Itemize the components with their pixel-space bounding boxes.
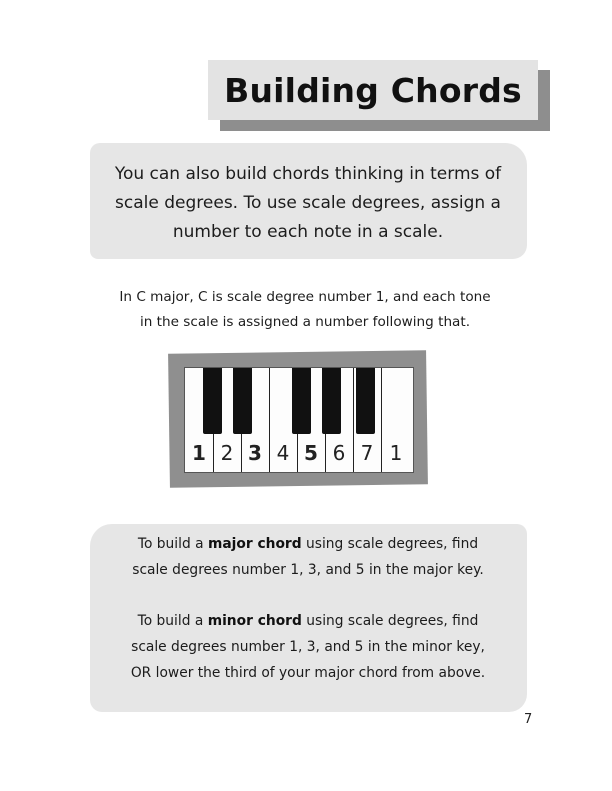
scale-degree-7: 7 — [360, 441, 374, 465]
scale-degree-5: 5 — [304, 441, 318, 465]
scale-degree-8: 1 — [389, 441, 403, 465]
intro-line-1: You can also build chords thinking in terms of — [114, 164, 502, 184]
paragraph-line-2: in the scale is assigned a number following that. — [139, 314, 471, 330]
scale-degree-3: 3 — [248, 441, 262, 465]
scale-degree-2: 2 — [220, 441, 234, 465]
page-number: 7 — [524, 712, 533, 727]
title-box — [208, 60, 538, 120]
intro-text — [88, 160, 528, 247]
minor-chord-text — [86, 608, 530, 686]
black-key — [356, 368, 375, 434]
black-key — [233, 368, 252, 434]
major-chord-text — [86, 531, 530, 583]
paragraph-line-1: In C major, C is scale degree number 1, and each tone — [119, 289, 491, 305]
major-line-2: scale degrees number 1, 3, and 5 in the major key. — [132, 562, 484, 578]
black-key — [292, 368, 311, 434]
piano-keyboard — [184, 367, 414, 473]
minor-pre: To build a — [137, 613, 208, 629]
intro-line-3: number to each note in a scale. — [172, 222, 444, 242]
major-pre: To build a — [137, 536, 208, 552]
major-line-1 — [86, 531, 530, 557]
major-post: using scale degrees, find — [301, 536, 479, 552]
title-banner — [208, 60, 552, 133]
c-major-paragraph — [70, 285, 540, 335]
scale-degree-4: 4 — [276, 441, 290, 465]
page-title: Building Chords — [224, 70, 522, 110]
minor-line-1 — [86, 608, 530, 634]
intro-line-2: scale degrees. To use scale degrees, assign a — [115, 193, 501, 213]
minor-post: using scale degrees, find — [301, 613, 479, 629]
scale-degree-6: 6 — [332, 441, 346, 465]
black-key — [322, 368, 341, 434]
scale-degree-1: 1 — [192, 441, 206, 465]
minor-chord-term: minor chord — [207, 613, 302, 629]
black-key — [203, 368, 222, 434]
minor-line-2: scale degrees number 1, 3, and 5 in the minor key, — [131, 639, 485, 655]
minor-line-3: OR lower the third of your major chord from above. — [130, 665, 486, 681]
major-chord-term: major chord — [207, 536, 302, 552]
